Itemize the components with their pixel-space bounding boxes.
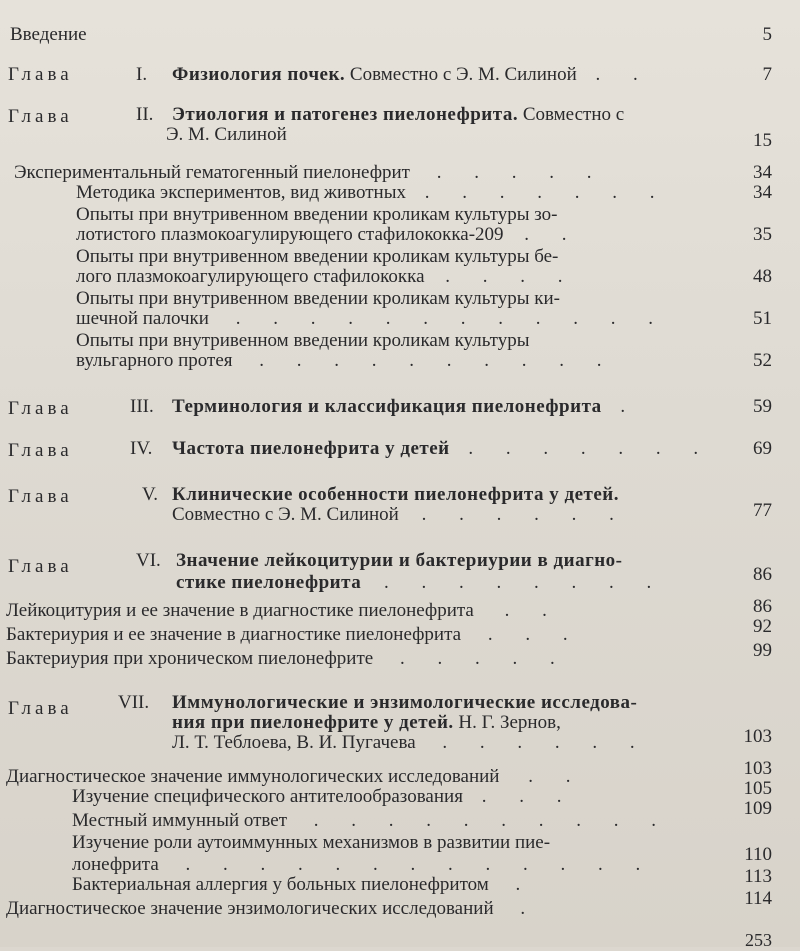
chapter-title: Частота пиелонефрита у детей . . . . . . .	[172, 438, 713, 459]
toc-entry-sub	[76, 246, 558, 268]
entry-title: Введение	[10, 24, 87, 45]
chapter-title-rest: Совместно с Э. М. Силиной	[172, 504, 399, 525]
chapter-label: Глава	[8, 440, 73, 461]
toc-entry-section: Диагностическое значение энзимологических исследований .	[6, 898, 540, 919]
chapter-title-cont: стике пиелонефрита . . . . . . . .	[176, 572, 666, 593]
entry-title: Опыты при внутривенном введении кроликам культуры ки-	[76, 288, 560, 309]
chapter-title	[172, 484, 619, 506]
chapter-title-bold: Частота пиелонефрита у детей	[172, 438, 450, 459]
chapter-number: VI.	[136, 550, 161, 571]
entry-title: Экспериментальный гематогенный пиелонефрит	[14, 162, 410, 183]
page-number: 7	[762, 64, 772, 85]
chapter-title-bold: Терминология и классификация пиелонефрита	[172, 396, 602, 417]
entry-title: Диагностическое значение энзимологических исследований	[6, 898, 494, 919]
page-number: 103	[743, 726, 772, 747]
page-number: 86	[753, 564, 772, 585]
chapter-label: Глава	[8, 556, 73, 577]
entry-title: Бактериурия и ее значение в диагностике пиелонефрита	[6, 624, 462, 645]
page-number: 35	[753, 224, 772, 245]
page-number: 59	[753, 396, 772, 417]
chapter-title-bold: Клинические особенности пиелонефрита у детей.	[172, 484, 619, 505]
chapter-label: Глава	[8, 398, 73, 419]
toc-entry-section: Экспериментальный гематогенный пиелонефрит . . . . .	[14, 162, 606, 183]
entry-title-cont: шечной палочки	[76, 308, 209, 329]
entry-title-cont: лого плазмокоагулирующего стафилококка	[76, 266, 425, 287]
chapter-number: VII.	[118, 692, 150, 713]
chapter-title-bold-cont: ния при пиелонефрите у детей.	[172, 712, 454, 733]
page-number: 34	[753, 162, 772, 183]
toc-entry-sub	[76, 288, 560, 310]
chapter-title	[172, 104, 624, 126]
chapter-number: IV.	[130, 438, 153, 459]
toc-entry-sub-cont: вульгарного протея . . . . . . . . . .	[76, 350, 616, 371]
entry-title: Местный иммунный ответ	[72, 810, 288, 831]
chapter-title-bold-cont: стике пиелонефрита	[176, 572, 362, 593]
page-number: 5	[762, 24, 772, 45]
chapter-title-bold: Физиология почек.	[172, 64, 346, 85]
entry-title: Лейкоцитурия и ее значение в диагностике пиелонефрита	[6, 600, 474, 621]
chapter-number: V.	[142, 484, 159, 505]
chapter-label: Глава	[8, 486, 73, 507]
entry-title-cont: лотистого плазмокоагулирующего стафилококка-209	[76, 224, 504, 245]
chapter-title: Терминология и классификация пиелонефрита .	[172, 396, 640, 417]
page-number: 52	[753, 350, 772, 371]
toc-entry-sub-cont: шечной палочки . . . . . . . . . . . .	[76, 308, 667, 329]
page-number: 99	[753, 640, 772, 661]
entry-title: Методика экспериментов, вид животных	[76, 182, 406, 203]
page-number: 86	[753, 596, 772, 617]
toc-entry-sub: Изучение специфического антителообразования . . .	[72, 786, 576, 807]
toc-entry-section: Бактериурия и ее значение в диагностике пиелонефрита . . .	[6, 624, 582, 645]
chapter-title-bold: Этиология и патогенез пиелонефрита.	[172, 104, 519, 125]
chapter-title-rest: Совместно с	[522, 104, 625, 125]
entry-title: Изучение роли аутоиммунных механизмов в развитии пие-	[72, 832, 551, 853]
toc-entry-sub-cont: лого плазмокоагулирующего стафилококка . . . .	[76, 266, 577, 287]
chapter-number: III.	[130, 396, 154, 417]
entry-title: Бактериурия при хроническом пиелонефрите	[6, 648, 374, 669]
chapter-title-bold: Иммунологические и энзимологические исследова-	[172, 692, 638, 713]
entry-title: Изучение специфического антителообразования	[72, 786, 463, 807]
chapter-title-cont: Совместно с Э. М. Силиной . . . . . .	[172, 504, 628, 525]
chapter-number: I.	[136, 64, 148, 85]
page-number: 77	[753, 500, 772, 521]
page-number: 48	[753, 266, 772, 287]
page-number: 51	[753, 308, 772, 329]
toc-entry-sub-cont: лотистого плазмокоагулирующего стафилококка-209 . .	[76, 224, 581, 245]
entry-title: Опыты при внутривенном введении кроликам культуры	[76, 330, 530, 351]
page-number: 113	[744, 866, 772, 887]
entry-title-cont: вульгарного протея	[76, 350, 233, 371]
chapter-title: Физиология почек. Совместно с Э. М. Силиной . .	[172, 64, 652, 85]
toc-entry-sub	[76, 330, 529, 352]
page-number: 114	[744, 888, 772, 909]
toc-entry-sub	[72, 832, 550, 854]
entry-title: Опыты при внутривенном введении кроликам культуры бе-	[76, 246, 559, 267]
chapter-authors-cont: Л. Т. Теблоева, В. И. Пугачева	[172, 732, 416, 753]
page-number: 105	[743, 778, 772, 799]
chapter-authors: Н. Г. Зернов,	[458, 712, 561, 733]
chapter-number: II.	[136, 104, 154, 125]
chapter-title-cont2: Л. Т. Теблоева, В. И. Пугачева . . . . . .	[172, 732, 649, 753]
page-number: 69	[753, 438, 772, 459]
toc-entry-sub: Методика экспериментов, вид животных . . . . . . .	[76, 182, 669, 203]
page-number: 110	[744, 844, 772, 865]
chapter-title-rest: Совместно с Э. М. Силиной	[349, 64, 577, 85]
page-number: 15	[753, 130, 772, 151]
chapter-label: Глава	[8, 698, 73, 719]
toc-entry-section: Лейкоцитурия и ее значение в диагностике пиелонефрита . .	[6, 600, 561, 621]
footer-page-number: 253	[745, 930, 772, 950]
page-number: 103	[743, 758, 772, 779]
chapter-label: Глава	[8, 64, 73, 85]
chapter-title-cont: Э. М. Силиной	[166, 124, 287, 145]
toc-entry-section: Бактериурия при хроническом пиелонефрите . . . . .	[6, 648, 569, 669]
entry-title: Бактериальная аллергия у больных пиелонефритом	[72, 874, 489, 895]
chapter-label: Глава	[8, 106, 73, 127]
page-number: 34	[753, 182, 772, 203]
toc-entry-intro	[10, 24, 87, 46]
toc-entry-sub-cont: лонефрита . . . . . . . . . . . . .	[72, 854, 655, 875]
chapter-title	[172, 692, 637, 714]
entry-title: Диагностическое значение иммунологических исследований	[6, 766, 500, 787]
toc-entry-section: Диагностическое значение иммунологических исследований . .	[6, 766, 585, 787]
toc-entry-sub	[76, 204, 557, 226]
page-number: 109	[743, 798, 772, 819]
entry-title: Опыты при внутривенном введении кроликам культуры зо-	[76, 204, 558, 225]
chapter-title	[176, 550, 622, 572]
chapter-title-cont	[172, 712, 561, 734]
toc-entry-sub: Бактериальная аллергия у больных пиелонефритом .	[72, 874, 535, 895]
entry-title-cont: лонефрита	[72, 854, 159, 875]
chapter-title-bold: Значение лейкоцитурии и бактериурии в диагно-	[176, 550, 623, 571]
toc-entry-sub: Местный иммунный ответ . . . . . . . . . .	[72, 810, 671, 831]
page-number: 92	[753, 616, 772, 637]
